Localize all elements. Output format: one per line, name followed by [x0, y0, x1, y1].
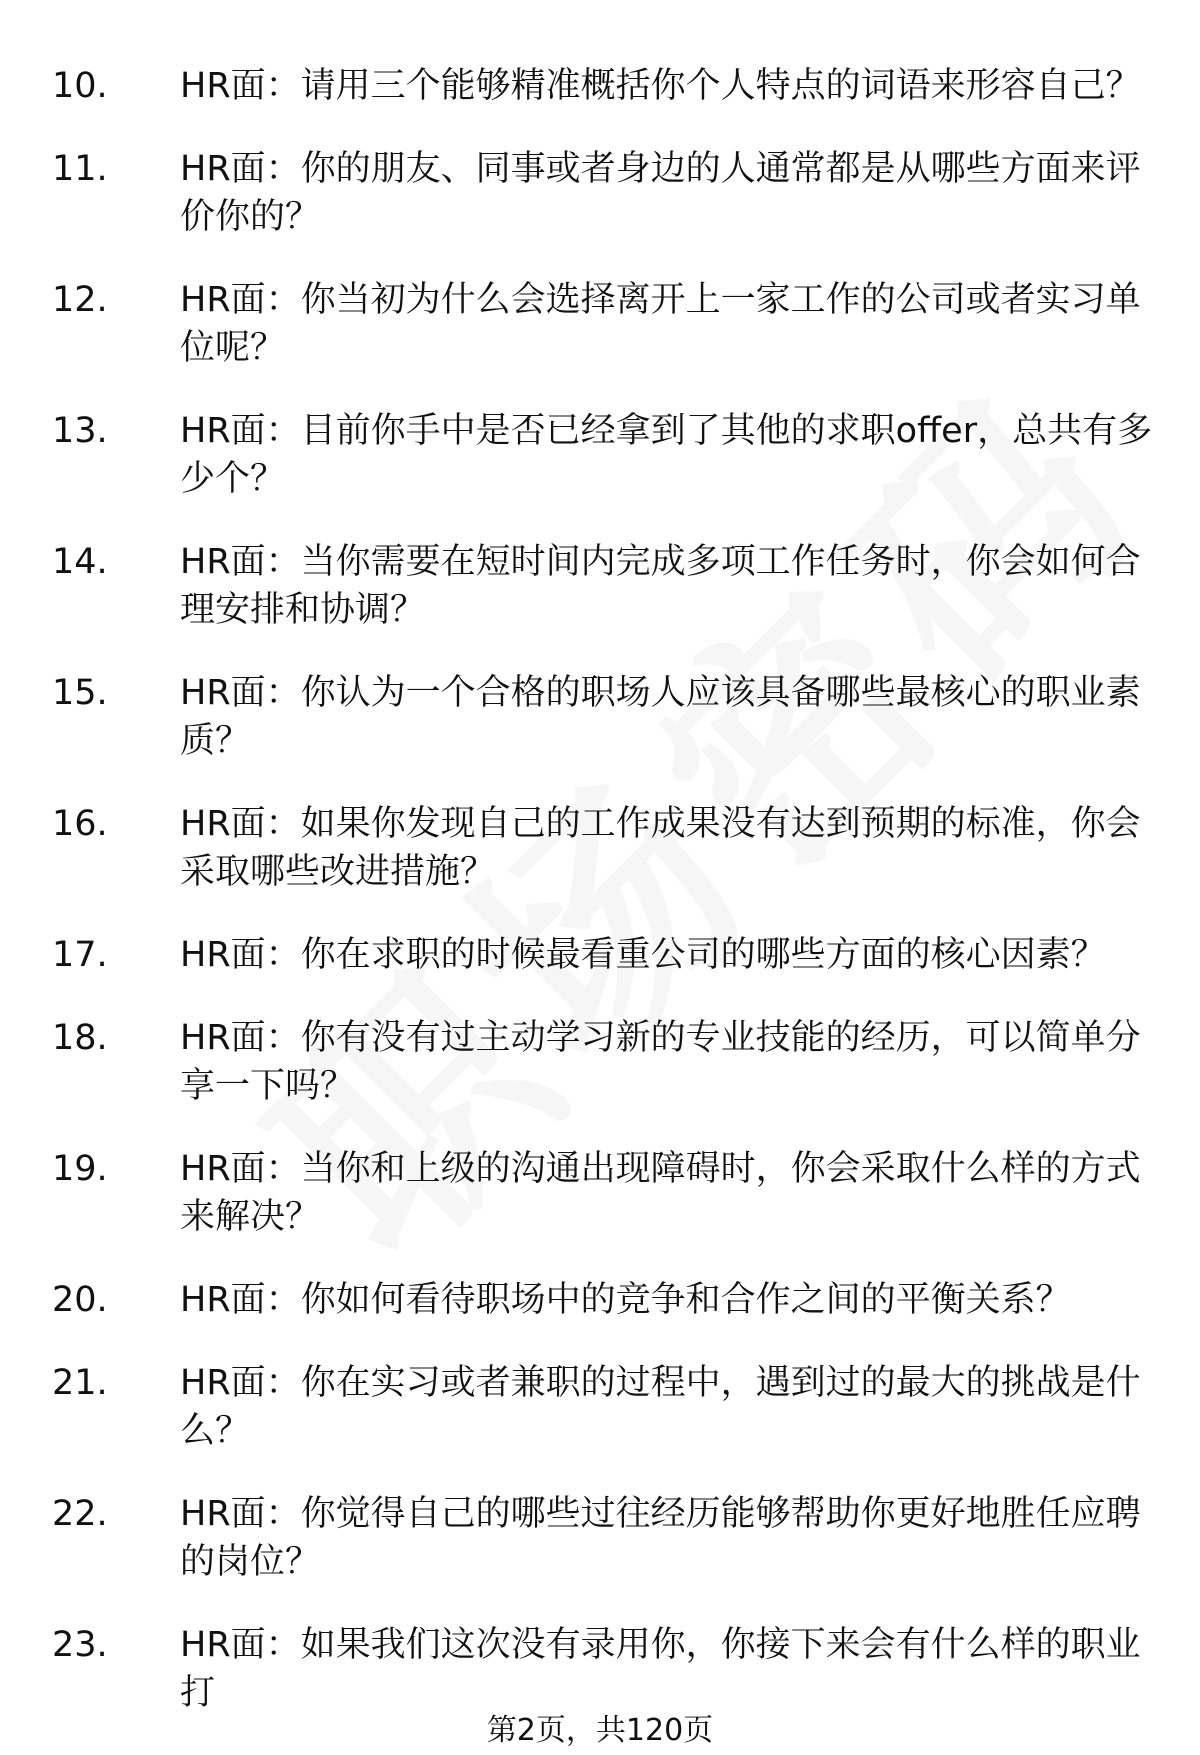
question-number: 20. — [52, 1280, 108, 1320]
question-text: HR面：你在实习或者兼职的过程中，遇到过的最大的挑战是什么？ — [180, 1363, 1141, 1451]
question-number: 14. — [52, 542, 108, 582]
question-text: HR面：你如何看待职场中的竞争和合作之间的平衡关系？ — [180, 1280, 1071, 1320]
question-item — [52, 1276, 1162, 1324]
question-text: HR面：你当初为什么会选择离开上一家工作的公司或者实习单位呢？ — [180, 280, 1141, 368]
question-number: 12. — [52, 280, 108, 320]
question-number: 13. — [52, 411, 108, 451]
question-text: HR面：你的朋友、同事或者身边的人通常都是从哪些方面来评价你的？ — [180, 149, 1141, 237]
question-item — [52, 62, 1162, 110]
question-item — [52, 538, 1162, 634]
page-footer — [0, 1712, 1200, 1750]
question-item — [52, 145, 1162, 241]
question-item — [52, 1014, 1162, 1110]
question-list — [52, 62, 1162, 1752]
question-number: 19. — [52, 1149, 108, 1189]
question-number: 10. — [52, 66, 108, 106]
question-number: 15. — [52, 673, 108, 713]
question-number: 17. — [52, 935, 108, 975]
question-text: HR面：当你和上级的沟通出现障碍时，你会采取什么样的方式来解决？ — [180, 1149, 1141, 1237]
question-number: 11. — [52, 149, 108, 189]
question-text: HR面：目前你手中是否已经拿到了其他的求职offer，总共有多少个？ — [180, 411, 1153, 499]
question-text: HR面：你有没有过主动学习新的专业技能的经历，可以简单分享一下吗？ — [180, 1018, 1141, 1106]
question-number: 22. — [52, 1494, 108, 1534]
question-item — [52, 1621, 1162, 1717]
question-number: 18. — [52, 1018, 108, 1058]
question-item — [52, 1145, 1162, 1241]
question-text: HR面：你认为一个合格的职场人应该具备哪些最核心的职业素质？ — [180, 673, 1141, 761]
question-number: 21. — [52, 1363, 108, 1403]
question-item — [52, 1490, 1162, 1586]
question-text: HR面：如果我们这次没有录用你，你接下来会有什么样的职业打 — [180, 1625, 1141, 1713]
question-text: HR面：当你需要在短时间内完成多项工作任务时，你会如何合理安排和协调？ — [180, 542, 1141, 630]
question-item — [52, 931, 1162, 979]
question-text: HR面：你在求职的时候最看重公司的哪些方面的核心因素？ — [180, 935, 1106, 975]
question-number: 16. — [52, 804, 108, 844]
question-text: HR面：请用三个能够精准概括你个人特点的词语来形容自己？ — [180, 66, 1141, 106]
question-item — [52, 276, 1162, 372]
question-number: 23. — [52, 1625, 108, 1665]
question-item — [52, 669, 1162, 765]
question-item — [52, 407, 1162, 503]
question-item — [52, 800, 1162, 896]
question-text: HR面：你觉得自己的哪些过往经历能够帮助你更好地胜任应聘的岗位？ — [180, 1494, 1141, 1582]
question-item — [52, 1359, 1162, 1455]
question-text: HR面：如果你发现自己的工作成果没有达到预期的标准，你会采取哪些改进措施？ — [180, 804, 1141, 892]
page-number-label: 第2页，共120页 — [486, 1713, 714, 1748]
